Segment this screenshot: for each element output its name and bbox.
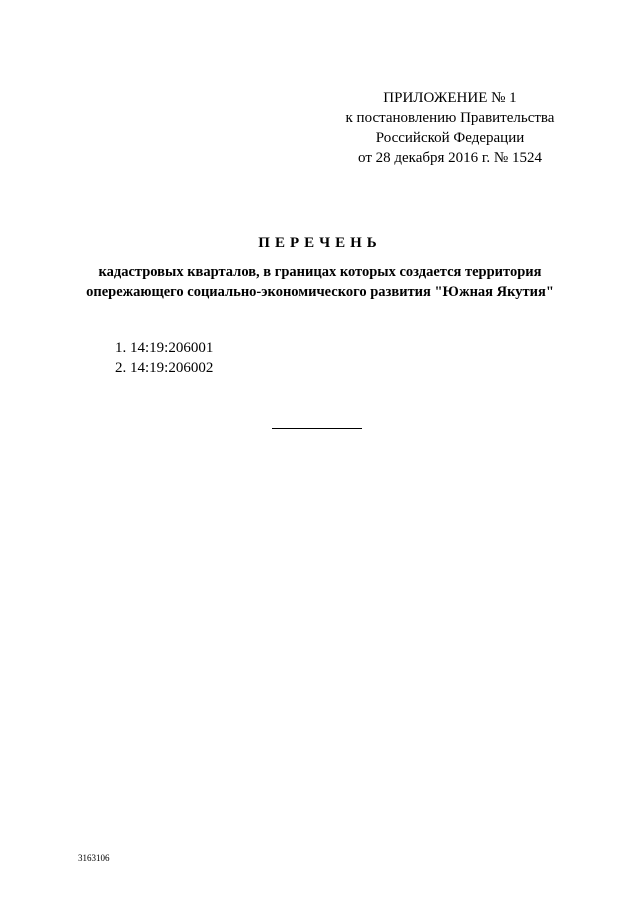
list-item: 2. 14:19:206002 bbox=[115, 360, 214, 376]
document-title: ПЕРЕЧЕНЬ bbox=[258, 235, 382, 251]
document-subtitle bbox=[0, 262, 640, 302]
document-code: 3163106 bbox=[78, 853, 110, 863]
appendix-reference: к постановлению Правительства bbox=[345, 110, 555, 126]
appendix-header bbox=[300, 88, 600, 168]
appendix-date-number: от 28 декабря 2016 г. № 1524 bbox=[358, 150, 542, 166]
subtitle-line-2: опережающего социально-экономического развития "Южная Якутия" bbox=[86, 284, 554, 300]
list-item: 1. 14:19:206001 bbox=[115, 340, 214, 356]
appendix-government: Российской Федерации bbox=[375, 130, 525, 146]
appendix-number: ПРИЛОЖЕНИЕ № 1 bbox=[383, 90, 517, 106]
cadastral-quarters-list bbox=[115, 338, 213, 378]
end-separator-line bbox=[272, 428, 362, 429]
subtitle-line-1: кадастровых кварталов, в границах которых создается территория bbox=[98, 264, 542, 280]
